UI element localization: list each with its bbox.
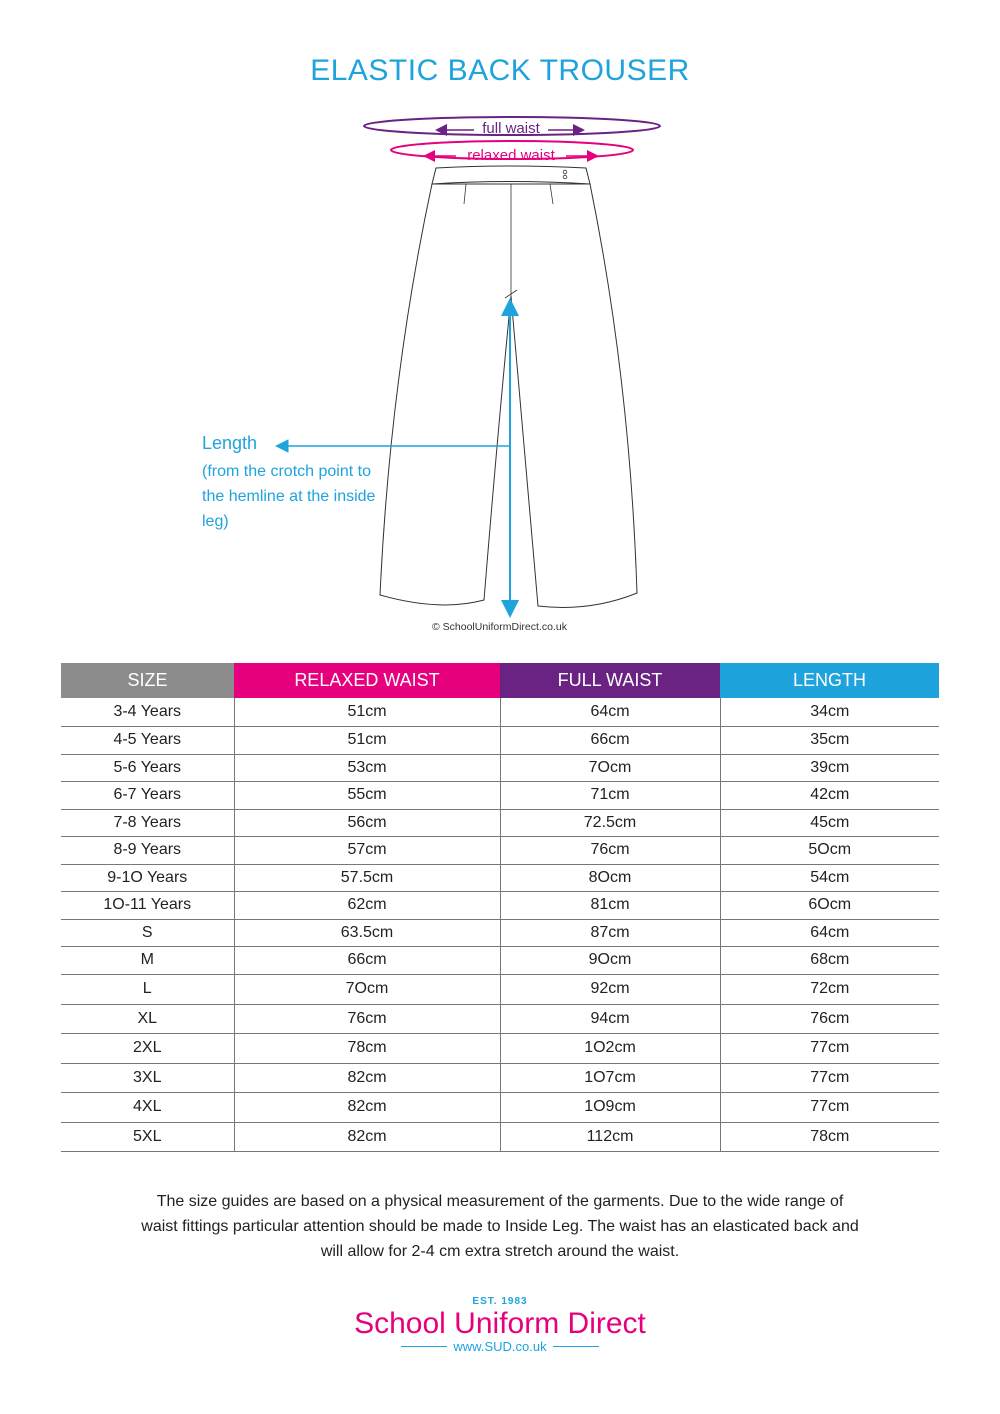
logo-est: EST. 1983: [472, 1296, 528, 1307]
length-cell: 76cm: [720, 1004, 939, 1033]
table-row: [61, 1122, 939, 1151]
length-cell: 42cm: [720, 781, 939, 809]
table-row: [61, 891, 939, 919]
table-row: [61, 836, 939, 864]
size-cell: 8-9 Years: [61, 836, 234, 864]
length-description: (from the crotch point to the hemline at the inside leg): [202, 463, 376, 530]
table-row: [61, 864, 939, 891]
table-row: [61, 781, 939, 809]
brand-logo: [0, 1296, 1000, 1354]
full-waist-cell: 72.5cm: [500, 809, 720, 836]
relaxed-waist-cell: 57.5cm: [234, 864, 500, 891]
full-waist-cell: 8Ocm: [500, 864, 720, 891]
full-waist-cell: 81cm: [500, 891, 720, 919]
length-cell: 34cm: [720, 698, 939, 726]
logo-brand-name: School Uniform Direct: [354, 1307, 646, 1340]
trouser-diagram: [0, 0, 1000, 650]
size-cell: 4-5 Years: [61, 726, 234, 754]
size-cell: 7-8 Years: [61, 809, 234, 836]
full-waist-label: full waist: [482, 120, 540, 137]
relaxed-waist-cell: 63.5cm: [234, 919, 500, 946]
table-row: [61, 1063, 939, 1092]
relaxed-waist-cell: 76cm: [234, 1004, 500, 1033]
size-cell: 3-4 Years: [61, 698, 234, 726]
table-row: [61, 946, 939, 974]
relaxed-waist-cell: 82cm: [234, 1063, 500, 1092]
table-row: [61, 974, 939, 1004]
size-cell: 3XL: [61, 1063, 234, 1092]
table-row: [61, 1004, 939, 1033]
trouser-outline: [380, 184, 637, 607]
length-cell: 64cm: [720, 919, 939, 946]
table-row: [61, 726, 939, 754]
table-row: [61, 754, 939, 781]
full-waist-cell: 1O7cm: [500, 1063, 720, 1092]
page-title: ELASTIC BACK TROUSER: [310, 54, 690, 87]
full-waist-cell: 92cm: [500, 974, 720, 1004]
length-cell: 39cm: [720, 754, 939, 781]
full-waist-cell: 71cm: [500, 781, 720, 809]
relaxed-waist-cell: 51cm: [234, 726, 500, 754]
full-waist-cell: 87cm: [500, 919, 720, 946]
header-full-waist: FULL WAIST: [500, 663, 720, 698]
full-waist-cell: 7Ocm: [500, 754, 720, 781]
size-cell: 1O-11 Years: [61, 891, 234, 919]
full-waist-cell: 64cm: [500, 698, 720, 726]
size-cell: 6-7 Years: [61, 781, 234, 809]
relaxed-waist-cell: 57cm: [234, 836, 500, 864]
length-label: Length: [202, 433, 258, 453]
relaxed-waist-cell: 82cm: [234, 1122, 500, 1151]
length-cell: 54cm: [720, 864, 939, 891]
relaxed-waist-cell: 82cm: [234, 1092, 500, 1122]
full-waist-cell: 76cm: [500, 836, 720, 864]
length-cell: 72cm: [720, 974, 939, 1004]
length-cell: 45cm: [720, 809, 939, 836]
size-cell: XL: [61, 1004, 234, 1033]
length-cell: 78cm: [720, 1122, 939, 1151]
header-relaxed-waist: RELAXED WAIST: [234, 663, 500, 698]
full-waist-cell: 94cm: [500, 1004, 720, 1033]
size-cell: L: [61, 974, 234, 1004]
length-cell: 6Ocm: [720, 891, 939, 919]
relaxed-waist-cell: 66cm: [234, 946, 500, 974]
size-cell: S: [61, 919, 234, 946]
relaxed-waist-cell: 7Ocm: [234, 974, 500, 1004]
header-size: SIZE: [61, 663, 234, 698]
length-cell: 68cm: [720, 946, 939, 974]
relaxed-waist-cell: 56cm: [234, 809, 500, 836]
relaxed-waist-cell: 53cm: [234, 754, 500, 781]
full-waist-cell: 66cm: [500, 726, 720, 754]
size-guide-note: The size guides are based on a physical measurement of the garments. Due to the wide range of waist fittings particular attention should be made to Inside Leg. The waist has an elasticated back and will allow for 2-4 cm extra stretch around the waist.: [141, 1193, 859, 1260]
size-cell: 5XL: [61, 1122, 234, 1151]
size-cell: 4XL: [61, 1092, 234, 1122]
length-cell: 77cm: [720, 1033, 939, 1063]
length-cell: 5Ocm: [720, 836, 939, 864]
table-row: [61, 1033, 939, 1063]
relaxed-waist-cell: 62cm: [234, 891, 500, 919]
full-waist-cell: 9Ocm: [500, 946, 720, 974]
size-table: [61, 663, 939, 1152]
table-row: [61, 1092, 939, 1122]
full-waist-cell: 1O2cm: [500, 1033, 720, 1063]
full-waist-cell: 112cm: [500, 1122, 720, 1151]
relaxed-waist-cell: 51cm: [234, 698, 500, 726]
size-cell: 2XL: [61, 1033, 234, 1063]
logo-url: www.SUD.co.uk: [453, 1339, 547, 1354]
relaxed-waist-cell: 78cm: [234, 1033, 500, 1063]
size-table-header: [61, 663, 939, 698]
full-waist-cell: 1O9cm: [500, 1092, 720, 1122]
table-row: [61, 919, 939, 946]
table-row: [61, 698, 939, 726]
header-length: LENGTH: [720, 663, 939, 698]
waistband: [432, 166, 590, 184]
size-cell: 9-1O Years: [61, 864, 234, 891]
size-cell: M: [61, 946, 234, 974]
copyright-note: © SchoolUniformDirect.co.uk: [432, 621, 567, 633]
length-cell: 35cm: [720, 726, 939, 754]
relaxed-waist-cell: 55cm: [234, 781, 500, 809]
size-cell: 5-6 Years: [61, 754, 234, 781]
table-row: [61, 809, 939, 836]
relaxed-waist-label: relaxed waist: [467, 147, 555, 164]
length-cell: 77cm: [720, 1092, 939, 1122]
length-cell: 77cm: [720, 1063, 939, 1092]
